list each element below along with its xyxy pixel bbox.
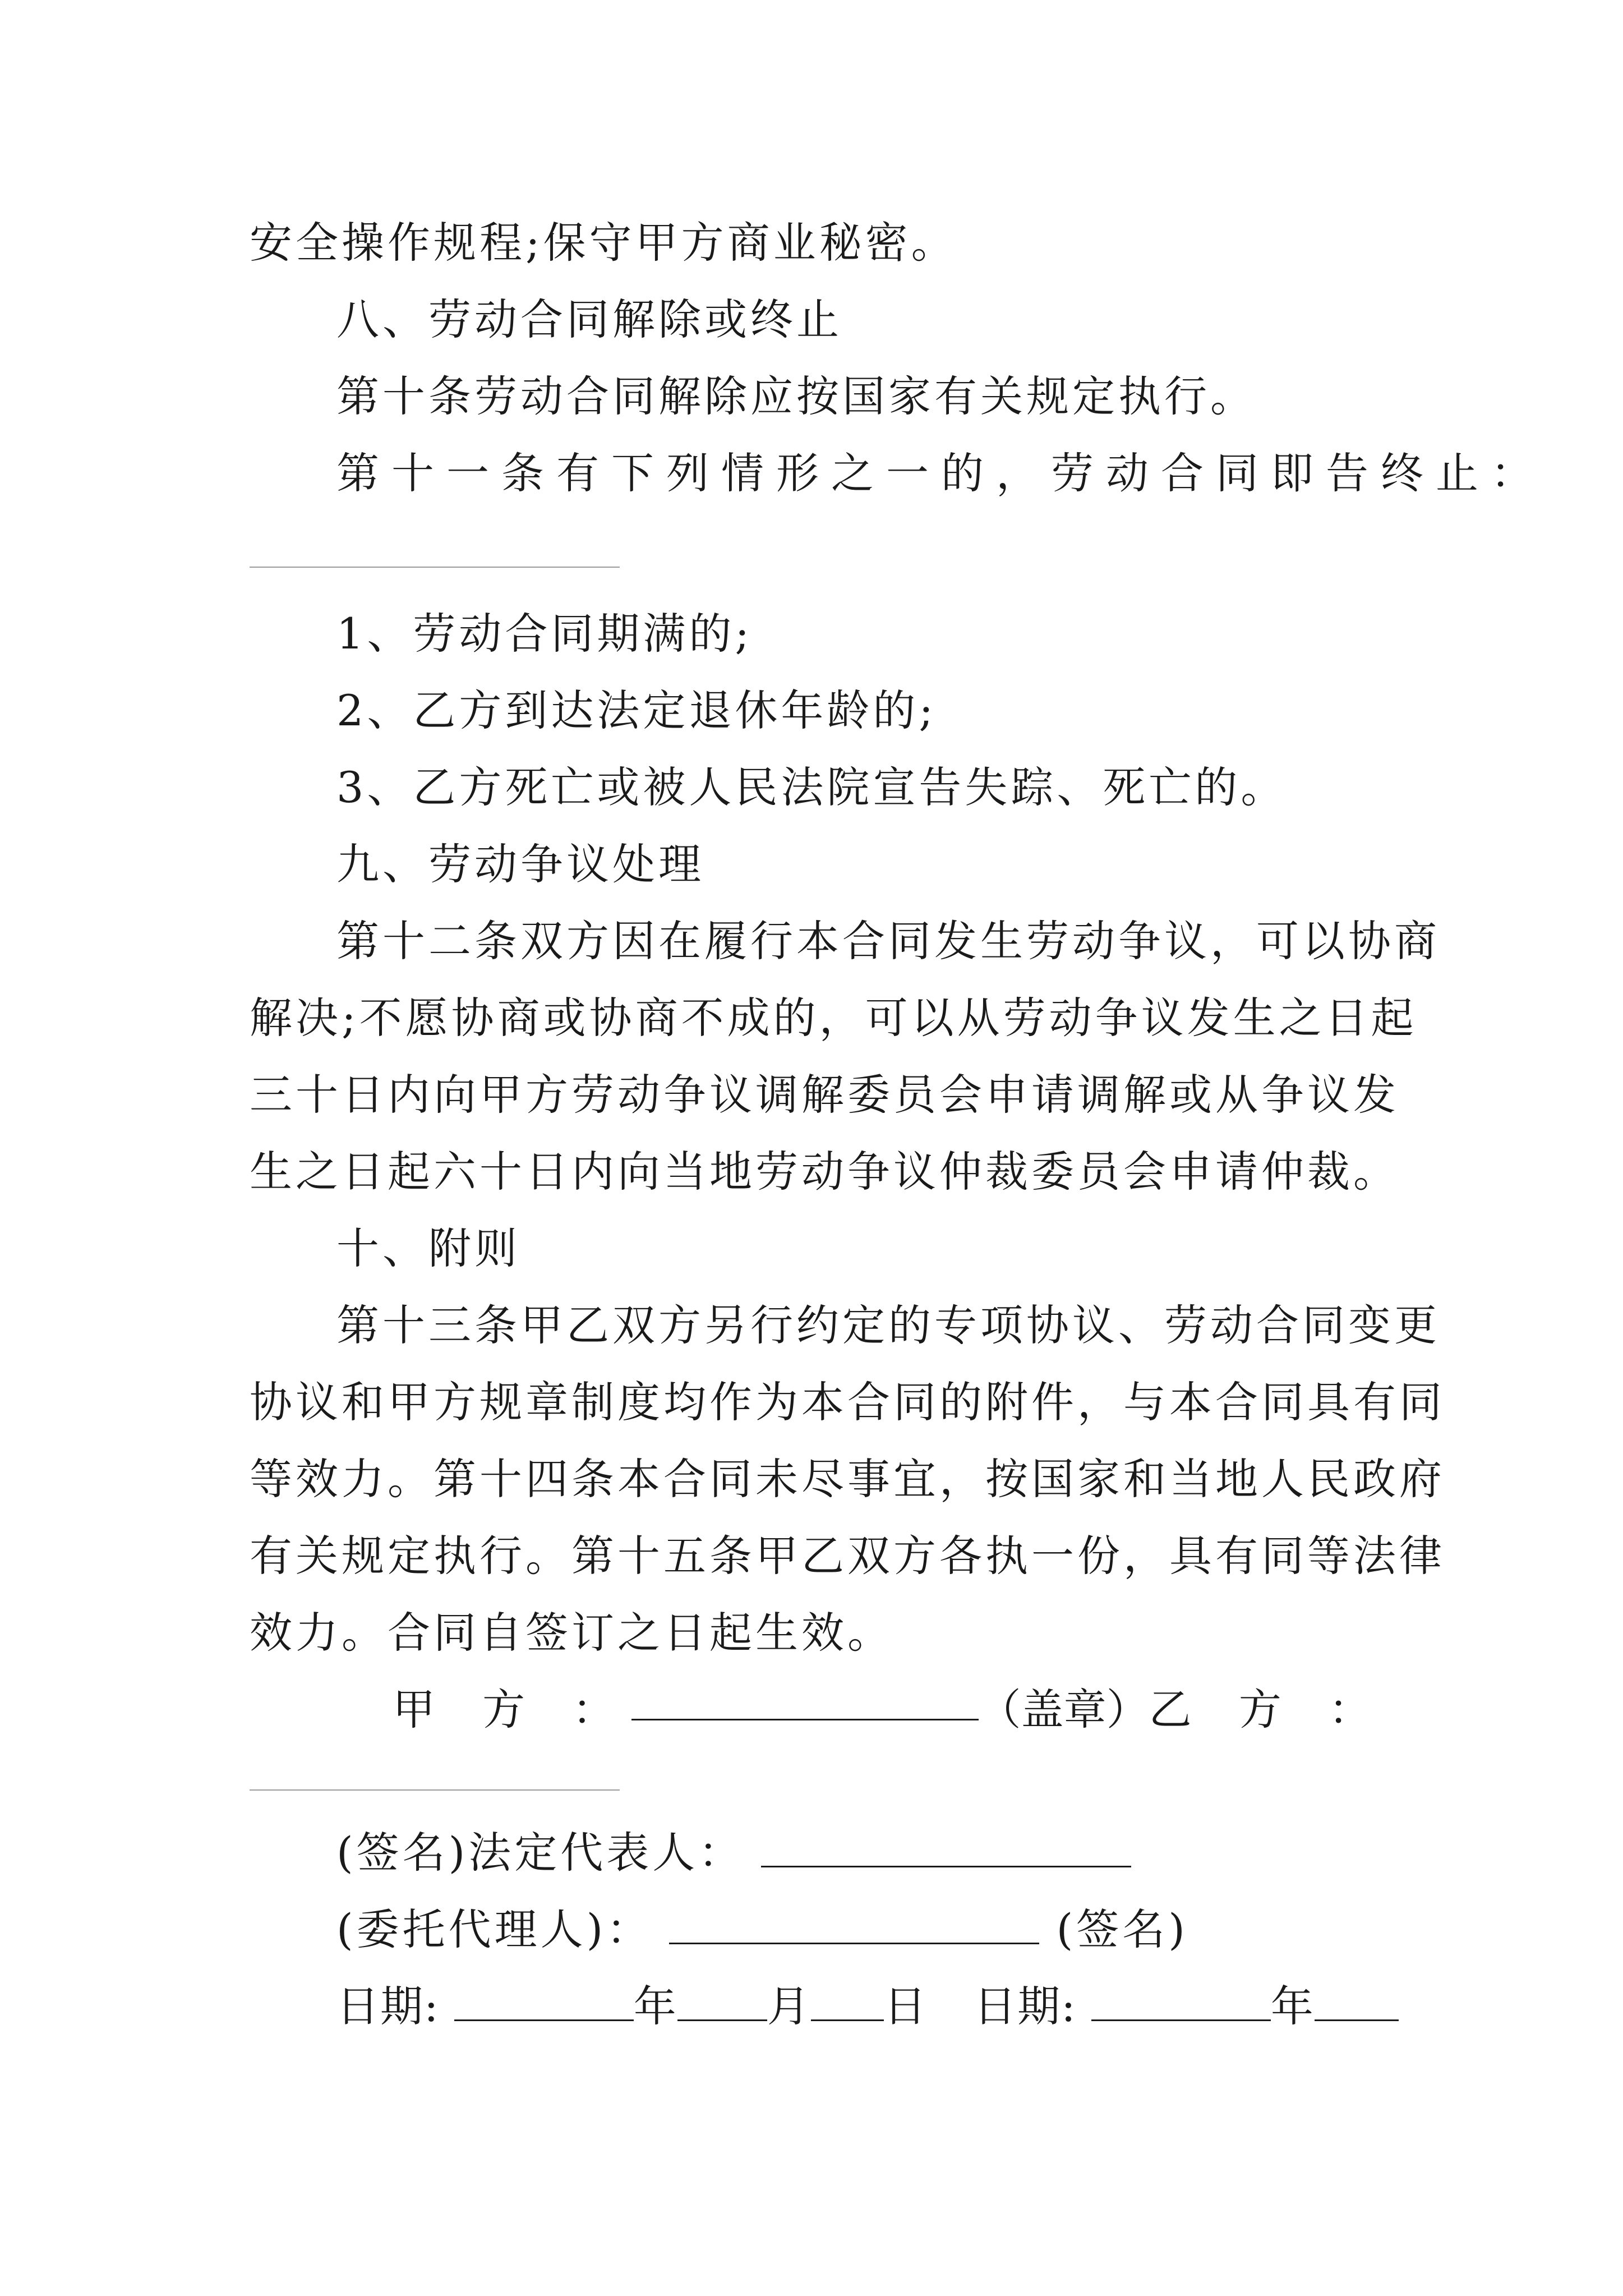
page-divider xyxy=(250,1789,620,1791)
legal-rep-blank[interactable] xyxy=(761,1829,1131,1867)
year-blank-2[interactable] xyxy=(1091,1982,1271,2021)
party-b-label: 乙 方 ： xyxy=(1149,1685,1388,1734)
paragraph-line: 第十二条双方因在履行本合同发生劳动争议，可以协商 xyxy=(336,916,1440,966)
paragraph-line: 有关规定执行。第十五条甲乙双方各执一份，具有同等法律 xyxy=(250,1531,1445,1581)
paragraph-line: 第十三条甲乙双方另行约定的专项协议、劳动合同变更 xyxy=(336,1300,1440,1350)
paragraph-line: 安全操作规程;保守甲方商业秘密。 xyxy=(250,218,957,268)
paragraph-line: 协议和甲方规章制度均作为本合同的附件，与本合同具有同 xyxy=(250,1377,1445,1427)
paragraph-line: 等效力。第十四条本合同未尽事宜，按国家和当地人民政府 xyxy=(250,1454,1445,1504)
month-blank-2[interactable] xyxy=(1315,1982,1399,2021)
article-11-text: 第十一条有下列情形之一的，劳动合同即告终止： xyxy=(336,448,1546,498)
seal-close: ） xyxy=(1106,1685,1149,1734)
agent-blank[interactable] xyxy=(669,1906,1039,1944)
legal-rep-label: (签名)法定代表人： xyxy=(336,1828,745,1878)
list-item: 1、劳动合同期满的; xyxy=(336,609,753,659)
day-label-1: 日 xyxy=(883,1981,928,2031)
year-label-2: 年 xyxy=(1270,1981,1315,2031)
year-blank-1[interactable] xyxy=(454,1982,634,2021)
seal-text-2: 章 xyxy=(1063,1685,1106,1734)
party-a-label: 甲 方 ： xyxy=(393,1685,632,1734)
date-label-2: 日期: xyxy=(974,1981,1077,2031)
signature-party-line xyxy=(393,1682,1388,1738)
agent-label: (委托代理人)： xyxy=(336,1904,653,1954)
section-heading: 十、附则 xyxy=(336,1223,520,1273)
sign-label: (签名) xyxy=(1056,1904,1188,1954)
paragraph-line xyxy=(336,445,1546,501)
agent-line xyxy=(336,1902,1388,1958)
paragraph-line: 三十日内向甲方劳动争议调解委员会申请调解或从争议发 xyxy=(250,1070,1399,1120)
section-heading: 九、劳动争议处理 xyxy=(336,839,704,889)
paragraph-line: 效力。合同自签订之日起生效。 xyxy=(250,1608,893,1658)
paragraph-line: 第十条劳动合同解除应按国家有关规定执行。 xyxy=(336,371,1256,421)
section-heading: 八、劳动合同解除或终止 xyxy=(336,295,842,344)
date-label-1: 日期: xyxy=(336,1981,440,2031)
seal-text-1: 盖 xyxy=(1021,1685,1064,1734)
day-blank-1[interactable] xyxy=(811,1982,884,2021)
list-item: 3、乙方死亡或被人民法院宣告失踪、死亡的。 xyxy=(336,762,1287,812)
month-label-1: 月 xyxy=(767,1981,811,2031)
list-item: 2、乙方到达法定退休年龄的; xyxy=(336,685,937,735)
year-label-1: 年 xyxy=(633,1981,677,2031)
month-blank-1[interactable] xyxy=(677,1982,767,2021)
seal-open: （ xyxy=(978,1685,1021,1734)
page-divider xyxy=(250,567,620,568)
date-line xyxy=(336,1978,1388,2035)
legal-rep-line xyxy=(336,1825,1388,1881)
party-a-blank[interactable] xyxy=(631,1682,978,1720)
paragraph-line: 解决;不愿协商或协商不成的，可以从劳动争议发生之日起 xyxy=(250,993,1417,1043)
paragraph-line: 生之日起六十日内向当地劳动争议仲裁委员会申请仲裁。 xyxy=(250,1147,1399,1197)
